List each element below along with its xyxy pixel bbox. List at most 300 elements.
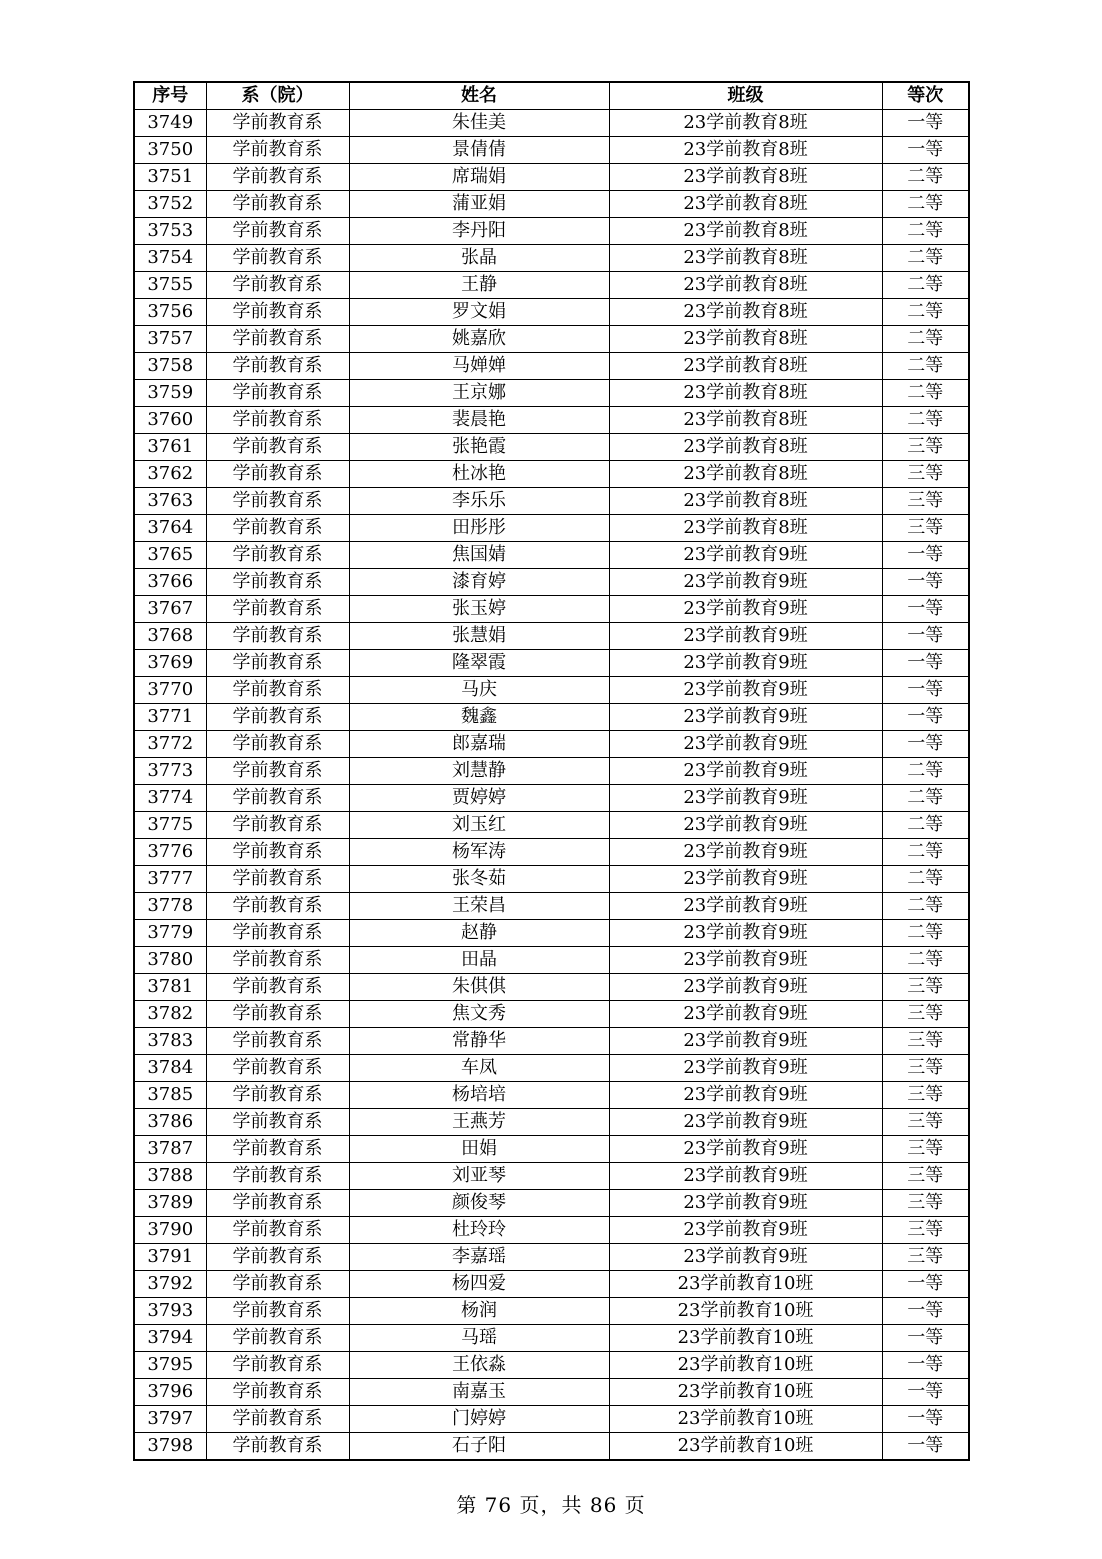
cell-serial-number: 3797: [134, 1406, 206, 1433]
cell-class: 23学前教育9班: [609, 893, 882, 920]
cell-class: 23学前教育9班: [609, 758, 882, 785]
table-row: [134, 137, 969, 164]
cell-serial-number: 3768: [134, 623, 206, 650]
table-row: [134, 407, 969, 434]
cell-department: 学前教育系: [206, 677, 349, 704]
cell-name: 杨润: [349, 1298, 609, 1325]
table-row: [134, 1190, 969, 1217]
cell-serial-number: 3776: [134, 839, 206, 866]
cell-name: 朱倛倛: [349, 974, 609, 1001]
cell-class: 23学前教育9班: [609, 866, 882, 893]
cell-name: 景倩倩: [349, 137, 609, 164]
table-row: [134, 1379, 969, 1406]
cell-serial-number: 3773: [134, 758, 206, 785]
cell-department: 学前教育系: [206, 569, 349, 596]
cell-grade: 一等: [882, 677, 969, 704]
cell-department: 学前教育系: [206, 704, 349, 731]
cell-class: 23学前教育9班: [609, 677, 882, 704]
cell-name: 刘亚琴: [349, 1163, 609, 1190]
cell-name: 张冬茹: [349, 866, 609, 893]
table-row: [134, 515, 969, 542]
cell-serial-number: 3772: [134, 731, 206, 758]
cell-serial-number: 3757: [134, 326, 206, 353]
cell-grade: 二等: [882, 380, 969, 407]
cell-serial-number: 3774: [134, 785, 206, 812]
table-row: [134, 920, 969, 947]
cell-serial-number: 3770: [134, 677, 206, 704]
cell-serial-number: 3752: [134, 191, 206, 218]
cell-grade: 二等: [882, 218, 969, 245]
cell-name: 马庆: [349, 677, 609, 704]
cell-grade: 二等: [882, 272, 969, 299]
cell-grade: 一等: [882, 1352, 969, 1379]
cell-grade: 二等: [882, 866, 969, 893]
cell-department: 学前教育系: [206, 1109, 349, 1136]
cell-department: 学前教育系: [206, 434, 349, 461]
cell-name: 李乐乐: [349, 488, 609, 515]
cell-serial-number: 3754: [134, 245, 206, 272]
cell-department: 学前教育系: [206, 1298, 349, 1325]
cell-grade: 一等: [882, 137, 969, 164]
cell-department: 学前教育系: [206, 1001, 349, 1028]
cell-name: 王京娜: [349, 380, 609, 407]
cell-grade: 二等: [882, 407, 969, 434]
cell-department: 学前教育系: [206, 299, 349, 326]
table-row: [134, 731, 969, 758]
cell-name: 颜俊琴: [349, 1190, 609, 1217]
cell-grade: 一等: [882, 731, 969, 758]
cell-department: 学前教育系: [206, 1217, 349, 1244]
cell-department: 学前教育系: [206, 515, 349, 542]
cell-grade: 二等: [882, 326, 969, 353]
cell-department: 学前教育系: [206, 785, 349, 812]
cell-class: 23学前教育8班: [609, 407, 882, 434]
table-row: [134, 1001, 969, 1028]
cell-grade: 三等: [882, 1190, 969, 1217]
cell-class: 23学前教育8班: [609, 110, 882, 137]
cell-class: 23学前教育8班: [609, 461, 882, 488]
table-header-row: [134, 82, 969, 110]
cell-name: 刘慧静: [349, 758, 609, 785]
table-row: [134, 245, 969, 272]
cell-class: 23学前教育8班: [609, 272, 882, 299]
cell-name: 石子阳: [349, 1433, 609, 1461]
cell-grade: 一等: [882, 110, 969, 137]
cell-name: 马瑶: [349, 1325, 609, 1352]
cell-name: 贾婷婷: [349, 785, 609, 812]
cell-grade: 一等: [882, 1433, 969, 1461]
cell-department: 学前教育系: [206, 812, 349, 839]
cell-department: 学前教育系: [206, 1244, 349, 1271]
table-row: [134, 326, 969, 353]
page-number-footer: 第 76 页，共 86 页: [456, 1493, 646, 1517]
cell-name: 马婵婵: [349, 353, 609, 380]
cell-class: 23学前教育9班: [609, 704, 882, 731]
cell-name: 赵静: [349, 920, 609, 947]
table-row: [134, 704, 969, 731]
table-row: [134, 191, 969, 218]
cell-serial-number: 3777: [134, 866, 206, 893]
cell-serial-number: 3769: [134, 650, 206, 677]
cell-serial-number: 3765: [134, 542, 206, 569]
cell-class: 23学前教育10班: [609, 1298, 882, 1325]
cell-department: 学前教育系: [206, 407, 349, 434]
cell-name: 杨军涛: [349, 839, 609, 866]
table-row: [134, 812, 969, 839]
cell-department: 学前教育系: [206, 1082, 349, 1109]
cell-name: 焦国婧: [349, 542, 609, 569]
cell-class: 23学前教育8班: [609, 488, 882, 515]
table-row: [134, 1028, 969, 1055]
cell-serial-number: 3778: [134, 893, 206, 920]
cell-serial-number: 3775: [134, 812, 206, 839]
cell-department: 学前教育系: [206, 353, 349, 380]
table-row: [134, 677, 969, 704]
cell-class: 23学前教育9班: [609, 731, 882, 758]
cell-grade: 二等: [882, 893, 969, 920]
cell-department: 学前教育系: [206, 1379, 349, 1406]
cell-name: 田晶: [349, 947, 609, 974]
cell-class: 23学前教育9班: [609, 1163, 882, 1190]
cell-department: 学前教育系: [206, 1271, 349, 1298]
table-row: [134, 1136, 969, 1163]
table-row: [134, 1271, 969, 1298]
cell-name: 姚嘉欣: [349, 326, 609, 353]
header-class: 班级: [609, 82, 882, 110]
cell-department: 学前教育系: [206, 623, 349, 650]
cell-serial-number: 3762: [134, 461, 206, 488]
cell-name: 李嘉瑶: [349, 1244, 609, 1271]
table-row: [134, 380, 969, 407]
cell-grade: 一等: [882, 1379, 969, 1406]
cell-serial-number: 3796: [134, 1379, 206, 1406]
cell-department: 学前教育系: [206, 137, 349, 164]
cell-serial-number: 3784: [134, 1055, 206, 1082]
cell-grade: 一等: [882, 623, 969, 650]
cell-class: 23学前教育9班: [609, 785, 882, 812]
cell-grade: 一等: [882, 1298, 969, 1325]
cell-serial-number: 3786: [134, 1109, 206, 1136]
cell-grade: 二等: [882, 839, 969, 866]
cell-grade: 三等: [882, 1244, 969, 1271]
cell-serial-number: 3785: [134, 1082, 206, 1109]
cell-department: 学前教育系: [206, 488, 349, 515]
cell-department: 学前教育系: [206, 596, 349, 623]
table-row: [134, 164, 969, 191]
cell-serial-number: 3760: [134, 407, 206, 434]
table-row: [134, 893, 969, 920]
cell-serial-number: 3758: [134, 353, 206, 380]
cell-name: 席瑞娟: [349, 164, 609, 191]
cell-name: 裴晨艳: [349, 407, 609, 434]
cell-department: 学前教育系: [206, 380, 349, 407]
table-row: [134, 434, 969, 461]
table-row: [134, 866, 969, 893]
cell-name: 杨培培: [349, 1082, 609, 1109]
cell-name: 田彤彤: [349, 515, 609, 542]
cell-department: 学前教育系: [206, 866, 349, 893]
cell-grade: 三等: [882, 1028, 969, 1055]
cell-department: 学前教育系: [206, 461, 349, 488]
header-department: 系（院）: [206, 82, 349, 110]
cell-grade: 三等: [882, 974, 969, 1001]
cell-serial-number: 3780: [134, 947, 206, 974]
cell-grade: 二等: [882, 785, 969, 812]
cell-department: 学前教育系: [206, 1055, 349, 1082]
cell-name: 杨四爱: [349, 1271, 609, 1298]
cell-serial-number: 3794: [134, 1325, 206, 1352]
cell-name: 常静华: [349, 1028, 609, 1055]
cell-grade: 一等: [882, 542, 969, 569]
cell-department: 学前教育系: [206, 947, 349, 974]
cell-grade: 三等: [882, 434, 969, 461]
cell-serial-number: 3767: [134, 596, 206, 623]
cell-grade: 一等: [882, 569, 969, 596]
cell-grade: 三等: [882, 1163, 969, 1190]
cell-department: 学前教育系: [206, 758, 349, 785]
cell-class: 23学前教育8班: [609, 515, 882, 542]
cell-name: 杜冰艳: [349, 461, 609, 488]
cell-grade: 三等: [882, 488, 969, 515]
cell-class: 23学前教育10班: [609, 1433, 882, 1461]
cell-class: 23学前教育9班: [609, 1136, 882, 1163]
header-name: 姓名: [349, 82, 609, 110]
cell-serial-number: 3750: [134, 137, 206, 164]
cell-serial-number: 3793: [134, 1298, 206, 1325]
cell-department: 学前教育系: [206, 1028, 349, 1055]
cell-name: 车凤: [349, 1055, 609, 1082]
table-row: [134, 1325, 969, 1352]
cell-serial-number: 3766: [134, 569, 206, 596]
award-roster-table: [133, 81, 970, 1461]
table-row: [134, 623, 969, 650]
cell-department: 学前教育系: [206, 1325, 349, 1352]
cell-serial-number: 3790: [134, 1217, 206, 1244]
cell-class: 23学前教育8班: [609, 164, 882, 191]
table-row: [134, 569, 969, 596]
cell-name: 隆翠霞: [349, 650, 609, 677]
cell-name: 杜玲玲: [349, 1217, 609, 1244]
cell-serial-number: 3795: [134, 1352, 206, 1379]
header-serial-number: 序号: [134, 82, 206, 110]
cell-name: 魏鑫: [349, 704, 609, 731]
cell-department: 学前教育系: [206, 1433, 349, 1461]
cell-grade: 二等: [882, 191, 969, 218]
cell-serial-number: 3788: [134, 1163, 206, 1190]
cell-department: 学前教育系: [206, 1406, 349, 1433]
cell-grade: 二等: [882, 245, 969, 272]
cell-class: 23学前教育8班: [609, 380, 882, 407]
cell-grade: 二等: [882, 353, 969, 380]
cell-grade: 三等: [882, 1109, 969, 1136]
cell-grade: 三等: [882, 1001, 969, 1028]
cell-name: 田娟: [349, 1136, 609, 1163]
cell-name: 王荣昌: [349, 893, 609, 920]
cell-name: 刘玉红: [349, 812, 609, 839]
cell-serial-number: 3771: [134, 704, 206, 731]
cell-class: 23学前教育8班: [609, 326, 882, 353]
cell-department: 学前教育系: [206, 1136, 349, 1163]
cell-department: 学前教育系: [206, 893, 349, 920]
cell-department: 学前教育系: [206, 542, 349, 569]
cell-department: 学前教育系: [206, 920, 349, 947]
cell-class: 23学前教育9班: [609, 569, 882, 596]
cell-class: 23学前教育8班: [609, 434, 882, 461]
cell-name: 李丹阳: [349, 218, 609, 245]
cell-grade: 一等: [882, 596, 969, 623]
cell-name: 蒲亚娟: [349, 191, 609, 218]
cell-grade: 三等: [882, 1055, 969, 1082]
table-row: [134, 272, 969, 299]
cell-department: 学前教育系: [206, 218, 349, 245]
cell-department: 学前教育系: [206, 164, 349, 191]
cell-class: 23学前教育8班: [609, 191, 882, 218]
cell-grade: 二等: [882, 947, 969, 974]
cell-serial-number: 3756: [134, 299, 206, 326]
table-row: [134, 1406, 969, 1433]
cell-grade: 三等: [882, 461, 969, 488]
table-row: [134, 596, 969, 623]
cell-class: 23学前教育10班: [609, 1325, 882, 1352]
table-row: [134, 785, 969, 812]
cell-class: 23学前教育9班: [609, 1244, 882, 1271]
table-row: [134, 1433, 969, 1461]
cell-class: 23学前教育9班: [609, 812, 882, 839]
table-row: [134, 1082, 969, 1109]
cell-serial-number: 3789: [134, 1190, 206, 1217]
cell-grade: 一等: [882, 704, 969, 731]
cell-grade: 二等: [882, 164, 969, 191]
cell-serial-number: 3749: [134, 110, 206, 137]
cell-class: 23学前教育9班: [609, 1190, 882, 1217]
cell-department: 学前教育系: [206, 191, 349, 218]
cell-grade: 一等: [882, 650, 969, 677]
cell-name: 罗文娟: [349, 299, 609, 326]
cell-serial-number: 3759: [134, 380, 206, 407]
cell-name: 漆育婷: [349, 569, 609, 596]
cell-class: 23学前教育9班: [609, 974, 882, 1001]
header-grade: 等次: [882, 82, 969, 110]
table-row: [134, 1109, 969, 1136]
table-row: [134, 1217, 969, 1244]
cell-class: 23学前教育9班: [609, 650, 882, 677]
table-row: [134, 1298, 969, 1325]
cell-department: 学前教育系: [206, 974, 349, 1001]
cell-class: 23学前教育9班: [609, 920, 882, 947]
cell-grade: 三等: [882, 1082, 969, 1109]
cell-serial-number: 3787: [134, 1136, 206, 1163]
cell-class: 23学前教育9班: [609, 1055, 882, 1082]
cell-serial-number: 3782: [134, 1001, 206, 1028]
table-row: [134, 488, 969, 515]
cell-grade: 三等: [882, 515, 969, 542]
cell-name: 张晶: [349, 245, 609, 272]
cell-department: 学前教育系: [206, 272, 349, 299]
cell-grade: 二等: [882, 920, 969, 947]
cell-class: 23学前教育8班: [609, 137, 882, 164]
cell-grade: 一等: [882, 1406, 969, 1433]
cell-class: 23学前教育8班: [609, 245, 882, 272]
cell-grade: 二等: [882, 758, 969, 785]
table-row: [134, 542, 969, 569]
cell-serial-number: 3798: [134, 1433, 206, 1461]
cell-department: 学前教育系: [206, 1163, 349, 1190]
table-row: [134, 218, 969, 245]
cell-department: 学前教育系: [206, 839, 349, 866]
cell-class: 23学前教育9班: [609, 947, 882, 974]
cell-serial-number: 3764: [134, 515, 206, 542]
cell-serial-number: 3753: [134, 218, 206, 245]
cell-serial-number: 3783: [134, 1028, 206, 1055]
cell-name: 张慧娟: [349, 623, 609, 650]
cell-name: 郎嘉瑞: [349, 731, 609, 758]
cell-serial-number: 3755: [134, 272, 206, 299]
cell-class: 23学前教育8班: [609, 218, 882, 245]
table-row: [134, 110, 969, 137]
table-row: [134, 1352, 969, 1379]
table-row: [134, 947, 969, 974]
cell-grade: 三等: [882, 1217, 969, 1244]
cell-name: 焦文秀: [349, 1001, 609, 1028]
cell-serial-number: 3779: [134, 920, 206, 947]
cell-class: 23学前教育10班: [609, 1352, 882, 1379]
cell-name: 王依淼: [349, 1352, 609, 1379]
table-row: [134, 1244, 969, 1271]
cell-department: 学前教育系: [206, 245, 349, 272]
cell-name: 朱佳美: [349, 110, 609, 137]
table-row: [134, 650, 969, 677]
cell-class: 23学前教育9班: [609, 596, 882, 623]
cell-name: 张玉婷: [349, 596, 609, 623]
cell-name: 南嘉玉: [349, 1379, 609, 1406]
cell-grade: 二等: [882, 299, 969, 326]
cell-class: 23学前教育9班: [609, 839, 882, 866]
cell-grade: 一等: [882, 1325, 969, 1352]
cell-name: 张艳霞: [349, 434, 609, 461]
cell-class: 23学前教育9班: [609, 1082, 882, 1109]
cell-class: 23学前教育9班: [609, 1001, 882, 1028]
cell-serial-number: 3791: [134, 1244, 206, 1271]
cell-name: 王静: [349, 272, 609, 299]
cell-grade: 三等: [882, 1136, 969, 1163]
table-row: [134, 1055, 969, 1082]
cell-department: 学前教育系: [206, 731, 349, 758]
cell-class: 23学前教育9班: [609, 1217, 882, 1244]
cell-class: 23学前教育10班: [609, 1379, 882, 1406]
cell-department: 学前教育系: [206, 110, 349, 137]
cell-class: 23学前教育10班: [609, 1271, 882, 1298]
cell-serial-number: 3781: [134, 974, 206, 1001]
table-row: [134, 353, 969, 380]
table-row: [134, 974, 969, 1001]
cell-class: 23学前教育9班: [609, 542, 882, 569]
cell-class: 23学前教育9班: [609, 1028, 882, 1055]
cell-name: 门婷婷: [349, 1406, 609, 1433]
table-row: [134, 299, 969, 326]
cell-serial-number: 3751: [134, 164, 206, 191]
cell-serial-number: 3761: [134, 434, 206, 461]
table-body: [134, 110, 969, 1461]
table-row: [134, 1163, 969, 1190]
cell-department: 学前教育系: [206, 1190, 349, 1217]
cell-name: 王燕芳: [349, 1109, 609, 1136]
cell-class: 23学前教育8班: [609, 299, 882, 326]
cell-serial-number: 3763: [134, 488, 206, 515]
cell-department: 学前教育系: [206, 650, 349, 677]
table-row: [134, 461, 969, 488]
table-row: [134, 758, 969, 785]
cell-department: 学前教育系: [206, 1352, 349, 1379]
